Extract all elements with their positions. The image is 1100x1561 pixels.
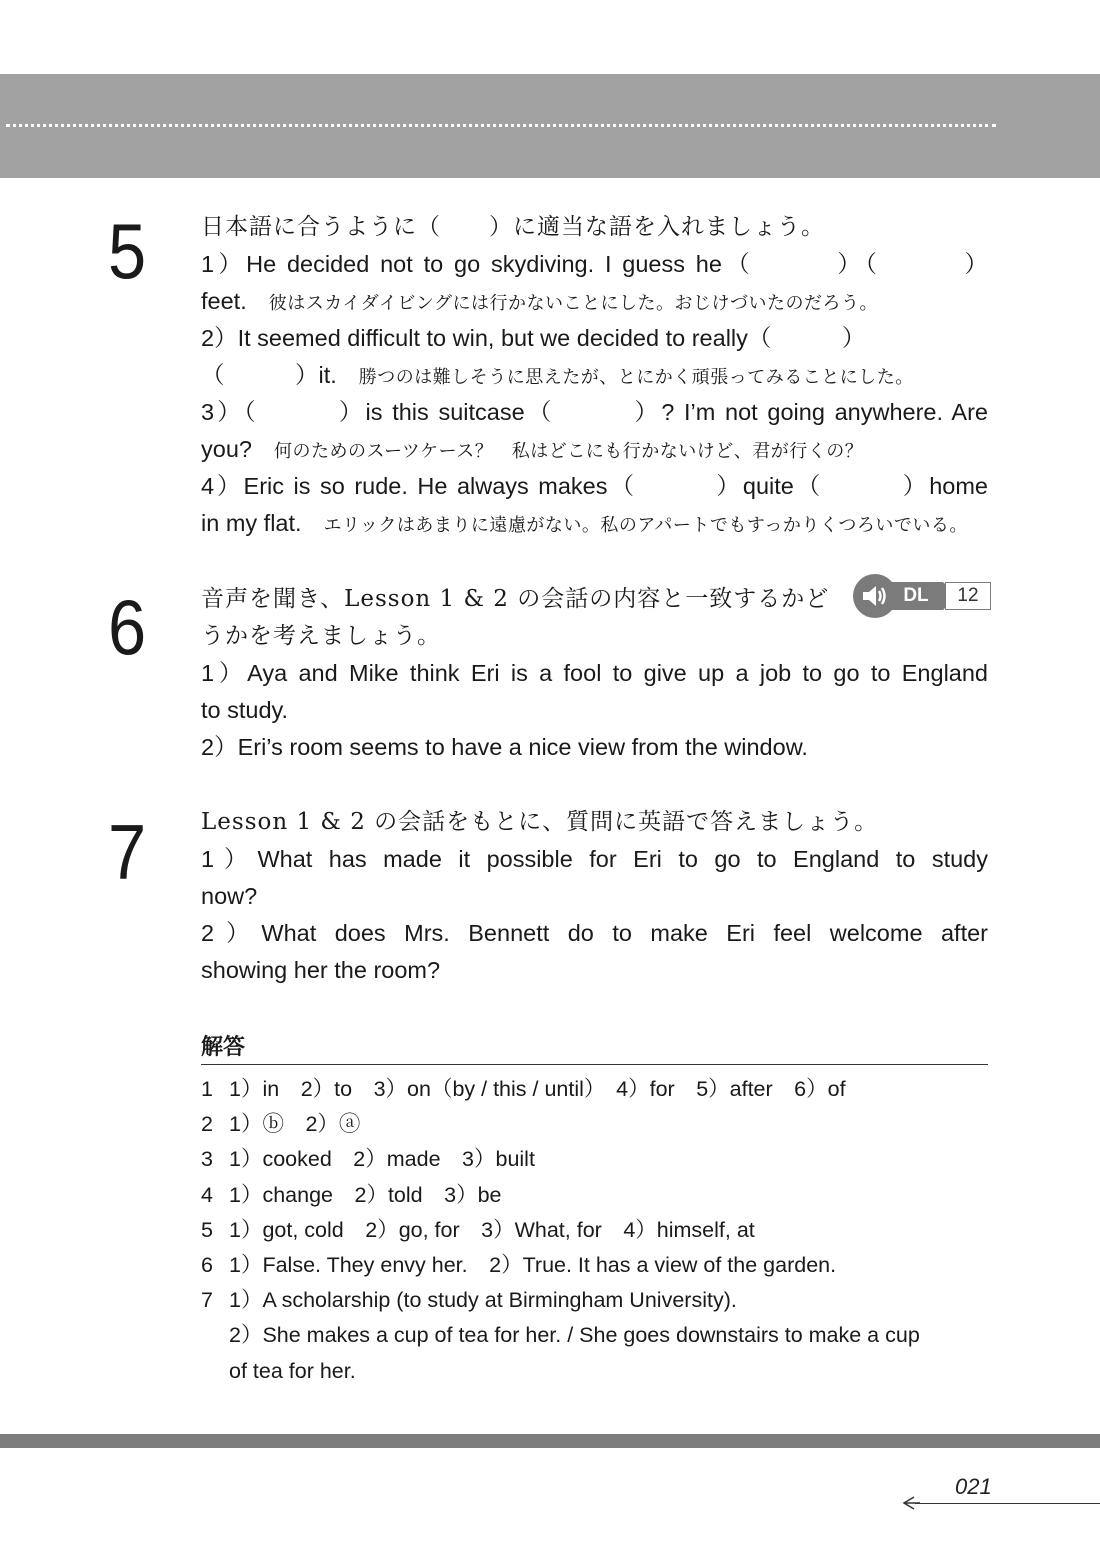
section-7-line-2: now? [201,883,258,909]
answer-text: 1）A scholarship (to study at Birmingham University). [229,1288,737,1313]
section-6-line-2: to study. [201,697,289,723]
japanese-translation: エリックはあまりに遠慮がない。私のアパートでもすっかりくつろいでいる。 [323,515,968,536]
answer-text: 1）in 2）to 3）on（by / this / until） 4）for 5）after 6）of [229,1077,846,1101]
section-7-instruction: Lesson 1 & 2 の会話をもとに、質問に英語で答えましょう。 [201,809,879,835]
page-number: 021 [955,1474,992,1499]
answers-divider [201,1064,988,1065]
section-5-line-2 [201,283,988,320]
section-5-line-5: 3）（ ）is this suitcase（ ）? I’m not going anywhere. Are [201,399,988,425]
english-text: in my flat. [201,510,302,536]
section-6-line-3: 2）Eri’s room seems to have a nice view from the window. [201,734,808,760]
section-5-line-1: 1）He decided not to go skydiving. I guess he（ ）（ ） [201,251,988,277]
section-7-line-3: 2）What does Mrs. Bennett do to make Eri feel welcome after [201,920,988,946]
section-5-line-4 [201,357,988,394]
section-5-instruction: 日本語に合うように（ ）に適当な語を入れましょう。 [201,214,825,240]
section-5-line-8 [201,505,988,542]
answer-row-7 [201,1283,1001,1318]
english-text: （ ）it. [201,362,337,388]
answer-row-2 [201,1107,1001,1142]
header-dotted-line [6,124,996,127]
answer-number: 7 [201,1288,213,1313]
japanese-translation: 勝つのは難しそうに思えたが、とにかく頑張ってみることにした。 [358,367,914,388]
section-number-7: 7 [108,808,147,896]
japanese-translation: 何のためのスーツケース？ 私はどこにも行かないけど、君が行くの？ [273,441,864,462]
dl-label: DL [887,582,945,610]
section-7 [201,804,988,989]
dl-track-number: 12 [945,582,991,610]
answers-list [201,1072,1001,1389]
section-7-line-4: showing her the room? [201,957,441,983]
answer-number: 5 [201,1217,213,1242]
section-5-line-7: 4）Eric is so rude. He always makes（ ）quite（ ）home [201,473,988,499]
answers-title: 解答 [201,1035,246,1060]
section-6-instruction-line-2: うかを考えましょう。 [201,623,441,649]
section-7-line-1: 1）What has made it possible for Eri to go to England to study [201,846,988,872]
section-6-line-1: 1）Aya and Mike think Eri is a fool to give up a job to go to England [201,660,988,686]
answer-row-6 [201,1248,1001,1283]
footer-band [0,1434,1100,1448]
section-5-line-3: 2）It seemed difficult to win, but we decided to really（ ） [201,325,866,351]
answer-number: 3 [201,1147,213,1172]
section-number-6: 6 [108,583,147,671]
japanese-translation: 彼はスカイダイビングには行かないことにした。おじけづいたのだろう。 [268,293,878,314]
section-number-5: 5 [108,207,147,295]
speaker-icon [853,574,897,618]
answer-row-1 [201,1072,1001,1107]
answer-number: 6 [201,1252,213,1277]
answer-row-5 [201,1213,1001,1248]
english-text: feet. [201,288,247,314]
answer-row-3 [201,1142,1001,1177]
english-text: you? [201,436,252,462]
section-5 [201,209,988,542]
answer-row-7-cont-1: 2）She makes a cup of tea for her. / She goes downstairs to make a cup [229,1323,920,1348]
answer-number: 2 [201,1112,213,1137]
page-number-rule [915,1503,1100,1504]
answer-text: 1）False. They envy her. 2）True. It has a view of the garden. [229,1252,837,1277]
arrow-ornament-icon [900,1495,920,1516]
answer-text: 1）ⓑ 2）ⓐ [229,1112,361,1137]
answer-text: 1）change 2）told 3）be [229,1182,502,1207]
answer-number: 1 [201,1077,213,1101]
answer-number: 4 [201,1182,213,1207]
answer-row-4 [201,1178,1001,1213]
section-5-line-6 [201,431,988,468]
answer-text: 1）got, cold 2）go, for 3）What, for 4）himself, at [229,1217,755,1242]
section-6-instruction-line-1: 音声を聞き、Lesson 1 & 2 の会話の内容と一致するかど [201,586,830,612]
answer-row-7-cont-2: of tea for her. [229,1358,356,1383]
answer-text: 1）cooked 2）made 3）built [229,1147,535,1172]
audio-download-badge[interactable] [853,574,989,618]
